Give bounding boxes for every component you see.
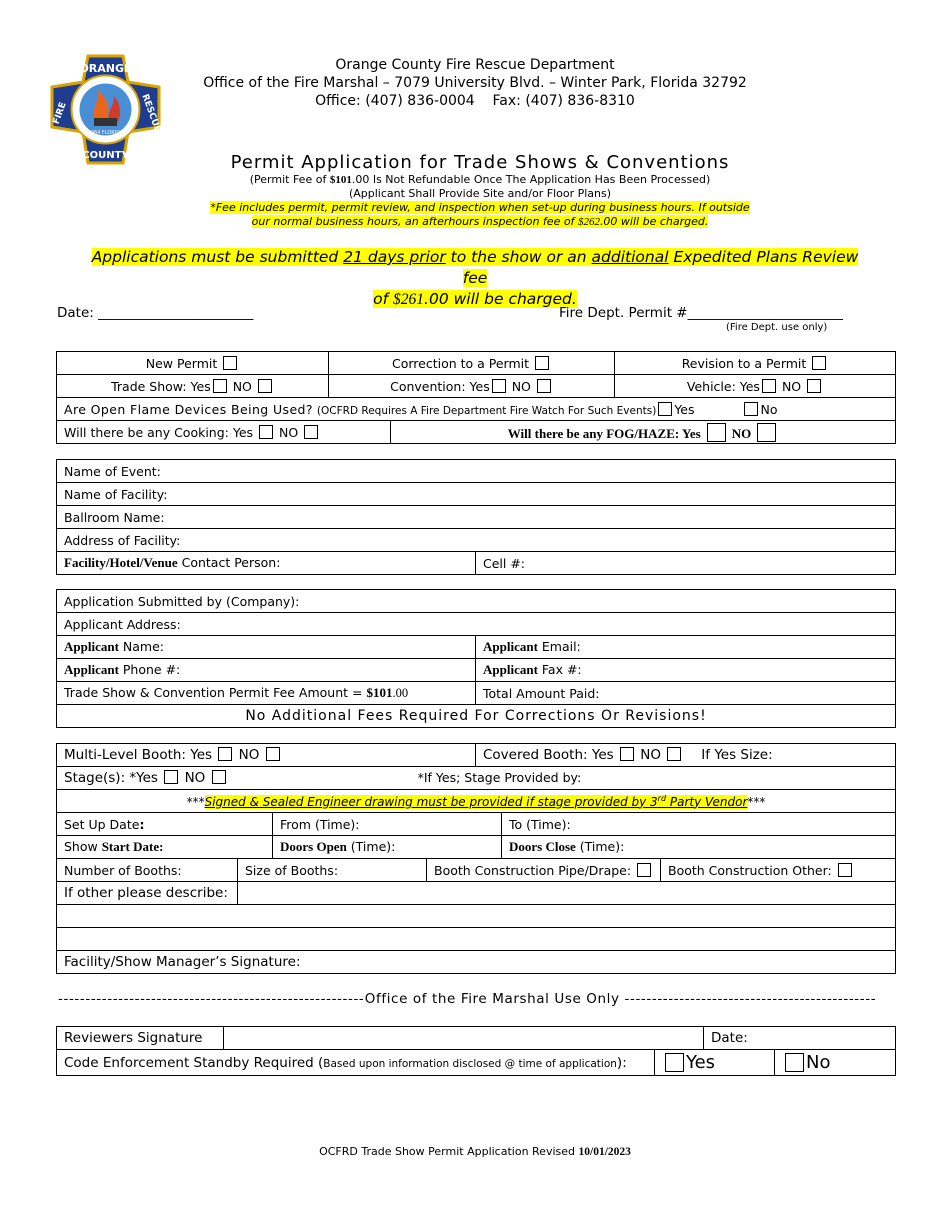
marshal-date-field[interactable]: Date: [704,1027,896,1050]
revision-checkbox[interactable] [812,356,826,370]
multi-level-no-checkbox[interactable] [266,747,280,761]
manager-signature-field[interactable]: Facility/Show Manager’s Signature: [57,951,896,974]
seal-text-top: ORANGE [79,62,132,75]
permit-number-field[interactable]: Fire Dept. Permit #_______________________ [559,305,843,321]
applicant-address-field[interactable]: Applicant Address: [57,613,896,636]
office-address: Office of the Fire Marshal – 7079 University Blvd. – Winter Park, Florida 32792 [203,75,747,91]
office-fax: (407) 836-8310 [525,93,635,109]
reviewer-signature-field[interactable] [224,1027,704,1050]
event-name-field[interactable]: Name of Event: [57,460,896,483]
contact-line: Office: (407) 836-0004 Fax: (407) 836-8310 [315,93,635,109]
applicant-email-field[interactable]: Applicant Email: [476,636,896,659]
size-of-booths-field[interactable]: Size of Booths: [238,859,427,882]
stage-yes-checkbox[interactable] [164,770,178,784]
submitted-by-field[interactable]: Application Submitted by (Company): [57,590,896,613]
describe-field-line-3[interactable] [57,928,896,951]
facility-address-field[interactable]: Address of Facility: [57,529,896,552]
standby-no-option[interactable]: No [775,1050,896,1076]
new-permit-option[interactable]: New Permit [57,352,329,375]
vehicle-no-checkbox[interactable] [807,379,821,393]
covered-yes-checkbox[interactable] [620,747,634,761]
new-permit-checkbox[interactable] [223,356,237,370]
seal-text-left: FIRE [51,100,69,126]
booth-stage-table: Multi-Level Booth: Yes NO Covered Booth: Yes NO If Yes Size: Stage(s): *Yes NO *If Yes; Stage Provided by: ***Signed & Sealed Engineer drawing must be provided if stage provided by 3rd Party Vendor*** [56,743,896,813]
open-flame-no-checkbox[interactable] [744,402,758,416]
open-flame-row: Are Open Flame Devices Being Used? (OCFRD Requires A Fire Department Fire Watch For Such Events) Yes No [57,398,896,421]
permit-number-note: (Fire Dept. use only) [726,322,828,333]
total-paid-field[interactable]: Total Amount Paid: [476,682,896,705]
seal-text-bottom: COUNTY [82,150,129,161]
stage-provided-by-field[interactable]: *If Yes; Stage Provided by: [417,770,582,785]
cooking-yes-checkbox[interactable] [259,425,273,439]
permit-fee-amount: Trade Show & Convention Permit Fee Amount = $101.00 [57,682,476,705]
correction-option[interactable]: Correction to a Permit [329,352,615,375]
engineer-drawing-note: ***Signed & Sealed Engineer drawing must be provided if stage provided by 3rd Party Vendor*** [57,790,896,813]
applicant-fax-field[interactable]: Applicant Fax #: [476,659,896,682]
event-info-table [56,459,896,575]
page-title: Permit Application for Trade Shows & Conventions [230,152,730,173]
seal-text-center: 1984 FLORIDA [87,130,124,136]
convention-no-checkbox[interactable] [537,379,551,393]
standby-yes-option[interactable]: Yes [655,1050,775,1076]
cell-field[interactable]: Cell #: [476,552,896,575]
cooking-fog-table: Will there be any Cooking: Yes NO Will there be any FOG/HAZE: Yes NO [56,420,896,444]
stage-no-checkbox[interactable] [212,770,226,784]
ballroom-name-field[interactable]: Ballroom Name: [57,506,896,529]
submission-notice: Applications must be submitted 21 days prior to the show or an additional Expedited Plans Review fee of $261.00 will be charged. [91,248,859,308]
fire-marshal-divider: --------------------------------------------------------Office of the Fire Marshal Use Only ---------------------------------------------- [58,991,877,1007]
office-phone: (407) 836-0004 [365,93,475,109]
date-field[interactable]: Date: _______________________ [57,305,254,321]
fee-includes-line-2: our normal business hours, an afterhours inspection fee of $262.00 will be charged. [251,215,709,228]
to-time-field[interactable]: To (Time): [502,813,896,836]
no-additional-fees-note: No Additional Fees Required For Corrections Or Revisions! [57,705,896,728]
pipe-drape-checkbox[interactable] [637,863,651,877]
permit-type-table: New Permit Correction to a Permit Revision to a Permit Trade Show: Yes NO Convention: Yes NO Vehicle: Yes NO Are Open Flame Devices Being Used? (OCFRD Requires A Fire Department Fire Watch For Such Events) Yes No [56,351,896,421]
describe-label: If other please describe: [57,882,238,905]
revision-footer: OCFRD Trade Show Permit Application Revised 10/01/2023 [319,1145,631,1158]
fee-note: (Permit Fee of $101.00 Is Not Refundable Once The Application Has Been Processed) [249,173,711,186]
standby-no-checkbox[interactable] [785,1053,804,1072]
doors-open-field[interactable]: Doors Open (Time): [273,836,502,859]
covered-size-field[interactable]: If Yes Size: [701,747,773,763]
booth-details-table: Number of Booths: Size of Booths: Booth Construction Pipe/Drape: Booth Construction Other: If other please describe: Facility/Show Manager’s Signature: [56,858,896,974]
facility-name-field[interactable]: Name of Facility: [57,483,896,506]
applicant-table [56,589,896,728]
fog-no-checkbox[interactable] [757,423,776,442]
doors-close-field[interactable]: Doors Close (Time): [502,836,896,859]
standby-yes-checkbox[interactable] [665,1053,684,1072]
site-plan-note: (Applicant Shall Provide Site and/or Floor Plans) [348,187,612,200]
seal-text-right: RESCUE [139,92,163,134]
describe-field-line-2[interactable] [57,905,896,928]
convention-yes-checkbox[interactable] [492,379,506,393]
number-of-booths-field[interactable]: Number of Booths: [57,859,238,882]
covered-no-checkbox[interactable] [667,747,681,761]
from-time-field[interactable]: From (Time): [273,813,502,836]
schedule-table [56,812,896,859]
correction-checkbox[interactable] [535,356,549,370]
reviewer-signature-label: Reviewers Signature [57,1027,224,1050]
fog-yes-checkbox[interactable] [707,423,726,442]
trade-show-yes-checkbox[interactable] [213,379,227,393]
multi-level-yes-checkbox[interactable] [218,747,232,761]
open-flame-yes-checkbox[interactable] [658,402,672,416]
show-start-date-field[interactable]: Show Start Date: [57,836,273,859]
fire-marshal-table [56,1026,896,1076]
applicant-name-field[interactable]: Applicant Name: [57,636,476,659]
standby-required-label: Code Enforcement Standby Required (Based upon information disclosed @ time of application): [57,1050,655,1076]
vehicle-yes-checkbox[interactable] [762,379,776,393]
describe-field[interactable] [238,882,896,905]
cooking-no-checkbox[interactable] [304,425,318,439]
department-seal [48,52,163,167]
applicant-phone-field[interactable]: Applicant Phone #: [57,659,476,682]
fee-includes-line-1: *Fee includes permit, permit review, and inspection when set-up during business hours. If outside [210,201,750,214]
other-construction-checkbox[interactable] [838,863,852,877]
contact-person-field[interactable]: Facility/Hotel/Venue Contact Person: [57,552,476,575]
revision-option[interactable]: Revision to a Permit [615,352,896,375]
department-name: Orange County Fire Rescue Department [335,57,615,73]
setup-date-field[interactable]: Set Up Date: [57,813,273,836]
trade-show-no-checkbox[interactable] [258,379,272,393]
